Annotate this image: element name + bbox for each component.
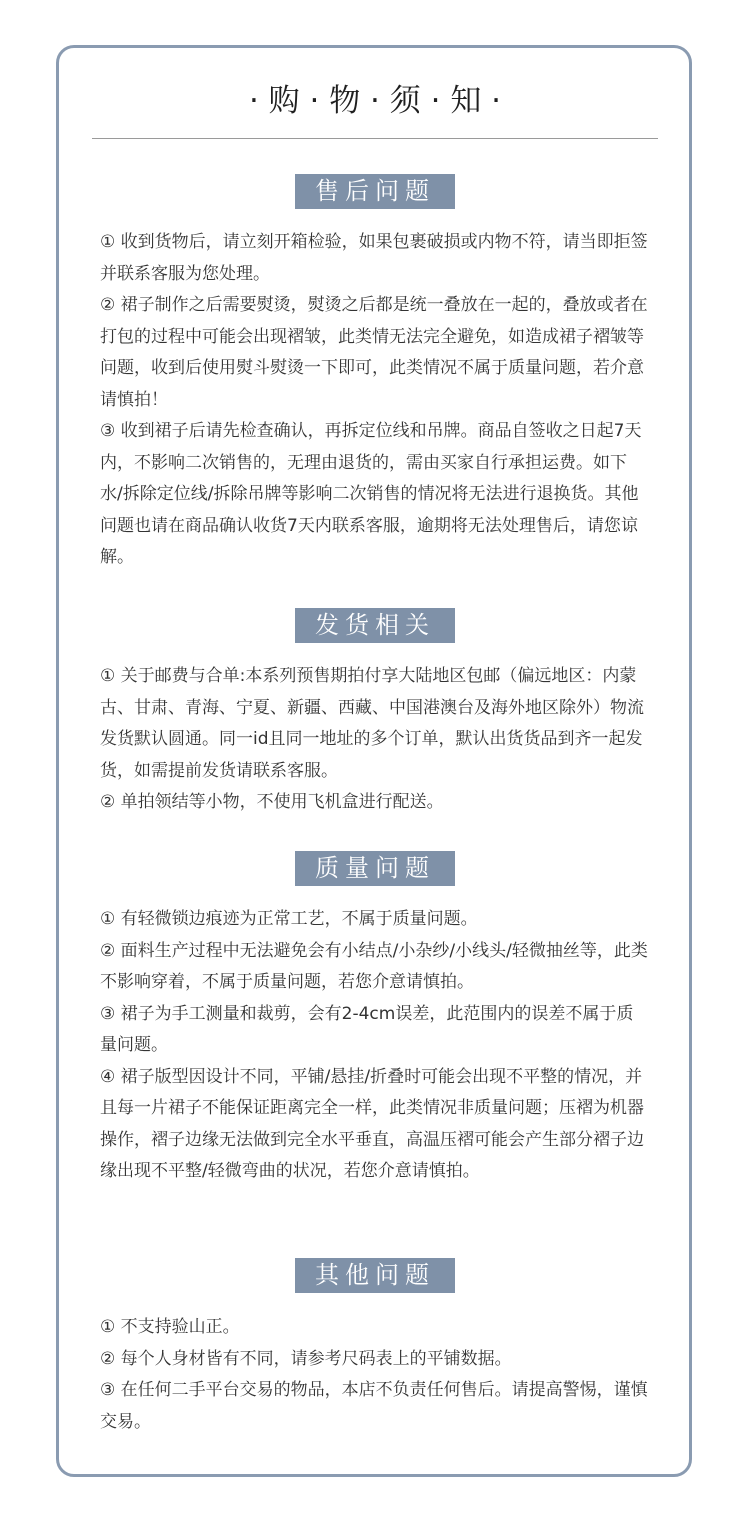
list-item: ① 不支持验山正。 (100, 1317, 240, 1337)
after-sales-list (100, 227, 648, 574)
section-heading-shipping: 发货相关 (295, 608, 455, 643)
list-item: ② 每个人身材皆有不同，请参考尺码表上的平铺数据。 (100, 1348, 512, 1369)
other-list (100, 1312, 648, 1438)
list-item: ② 面料生产过程中无法避免会有小结点/小杂纱/小线头/轻微抽丝等，此类不影响穿着，不属于质量问题，若您介意请慎拍。 (100, 940, 648, 992)
title-divider (92, 138, 658, 139)
list-item: ③ 收到裙子后请先检查确认，再拆定位线和吊牌。商品自签收之日起7天内，不影响二次销售的，无理由退货的，需由买家自行承担运费。如下水/拆除定位线/拆除吊牌等影响二次销售的情况将无法进行退换货。其他问题也请在商品确认收货7天内联系客服，逾期将无法处理售后，请您谅解。 (100, 421, 642, 567)
section-heading-after-sales: 售后问题 (295, 174, 455, 209)
list-item: ① 有轻微锁边痕迹为正常工艺，不属于质量问题。 (100, 909, 478, 929)
list-item: ④ 裙子版型因设计不同，平铺/悬挂/折叠时可能会出现不平整的情况，并且每一片裙子不能保证距离完全一样，此类情况非质量问题；压褶为机器操作，褶子边缘无法做到完全水平垂直，高温压褶可能会产生部分褶子边缘出现不平整/轻微弯曲的状况，若您介意请慎拍。 (100, 1066, 644, 1181)
shipping-list (100, 661, 648, 819)
page-title: · 购 · 物 · 须 · 知 · (248, 83, 502, 119)
list-item: ② 裙子制作之后需要熨烫，熨烫之后都是统一叠放在一起的，叠放或者在打包的过程中可能会出现褶皱，此类情无法完全避免，如造成裙子褶皱等问题，收到后使用熨斗熨烫一下即可，此类情况不属于质量问题，若介意请慎拍！ (100, 295, 648, 410)
list-item: ③ 在任何二手平台交易的物品，本店不负责任何售后。请提高警惕，谨慎交易。 (100, 1380, 648, 1432)
section-heading-other: 其他问题 (295, 1258, 455, 1293)
quality-list (100, 904, 648, 1188)
list-item: ① 收到货物后，请立刻开箱检验，如果包裹破损或内物不符，请当即拒签并联系客服为您处理。 (100, 232, 648, 284)
section-heading-quality: 质量问题 (295, 851, 455, 886)
list-item: ③ 裙子为手工测量和裁剪，会有2-4cm误差，此范围内的误差不属于质量问题。 (100, 1003, 634, 1055)
list-item: ② 单拍领结等小物，不使用飞机盒进行配送。 (100, 792, 444, 812)
list-item: ① 关于邮费与合单:本系列预售期拍付享大陆地区包邮（偏远地区：内蒙古、甘肃、青海、宁夏、新疆、西藏、中国港澳台及海外地区除外）物流发货默认圆通。同一id且同一地址的多个订单，默认出货货品到齐一起发货，如需提前发货请联系客服。 (100, 666, 644, 781)
